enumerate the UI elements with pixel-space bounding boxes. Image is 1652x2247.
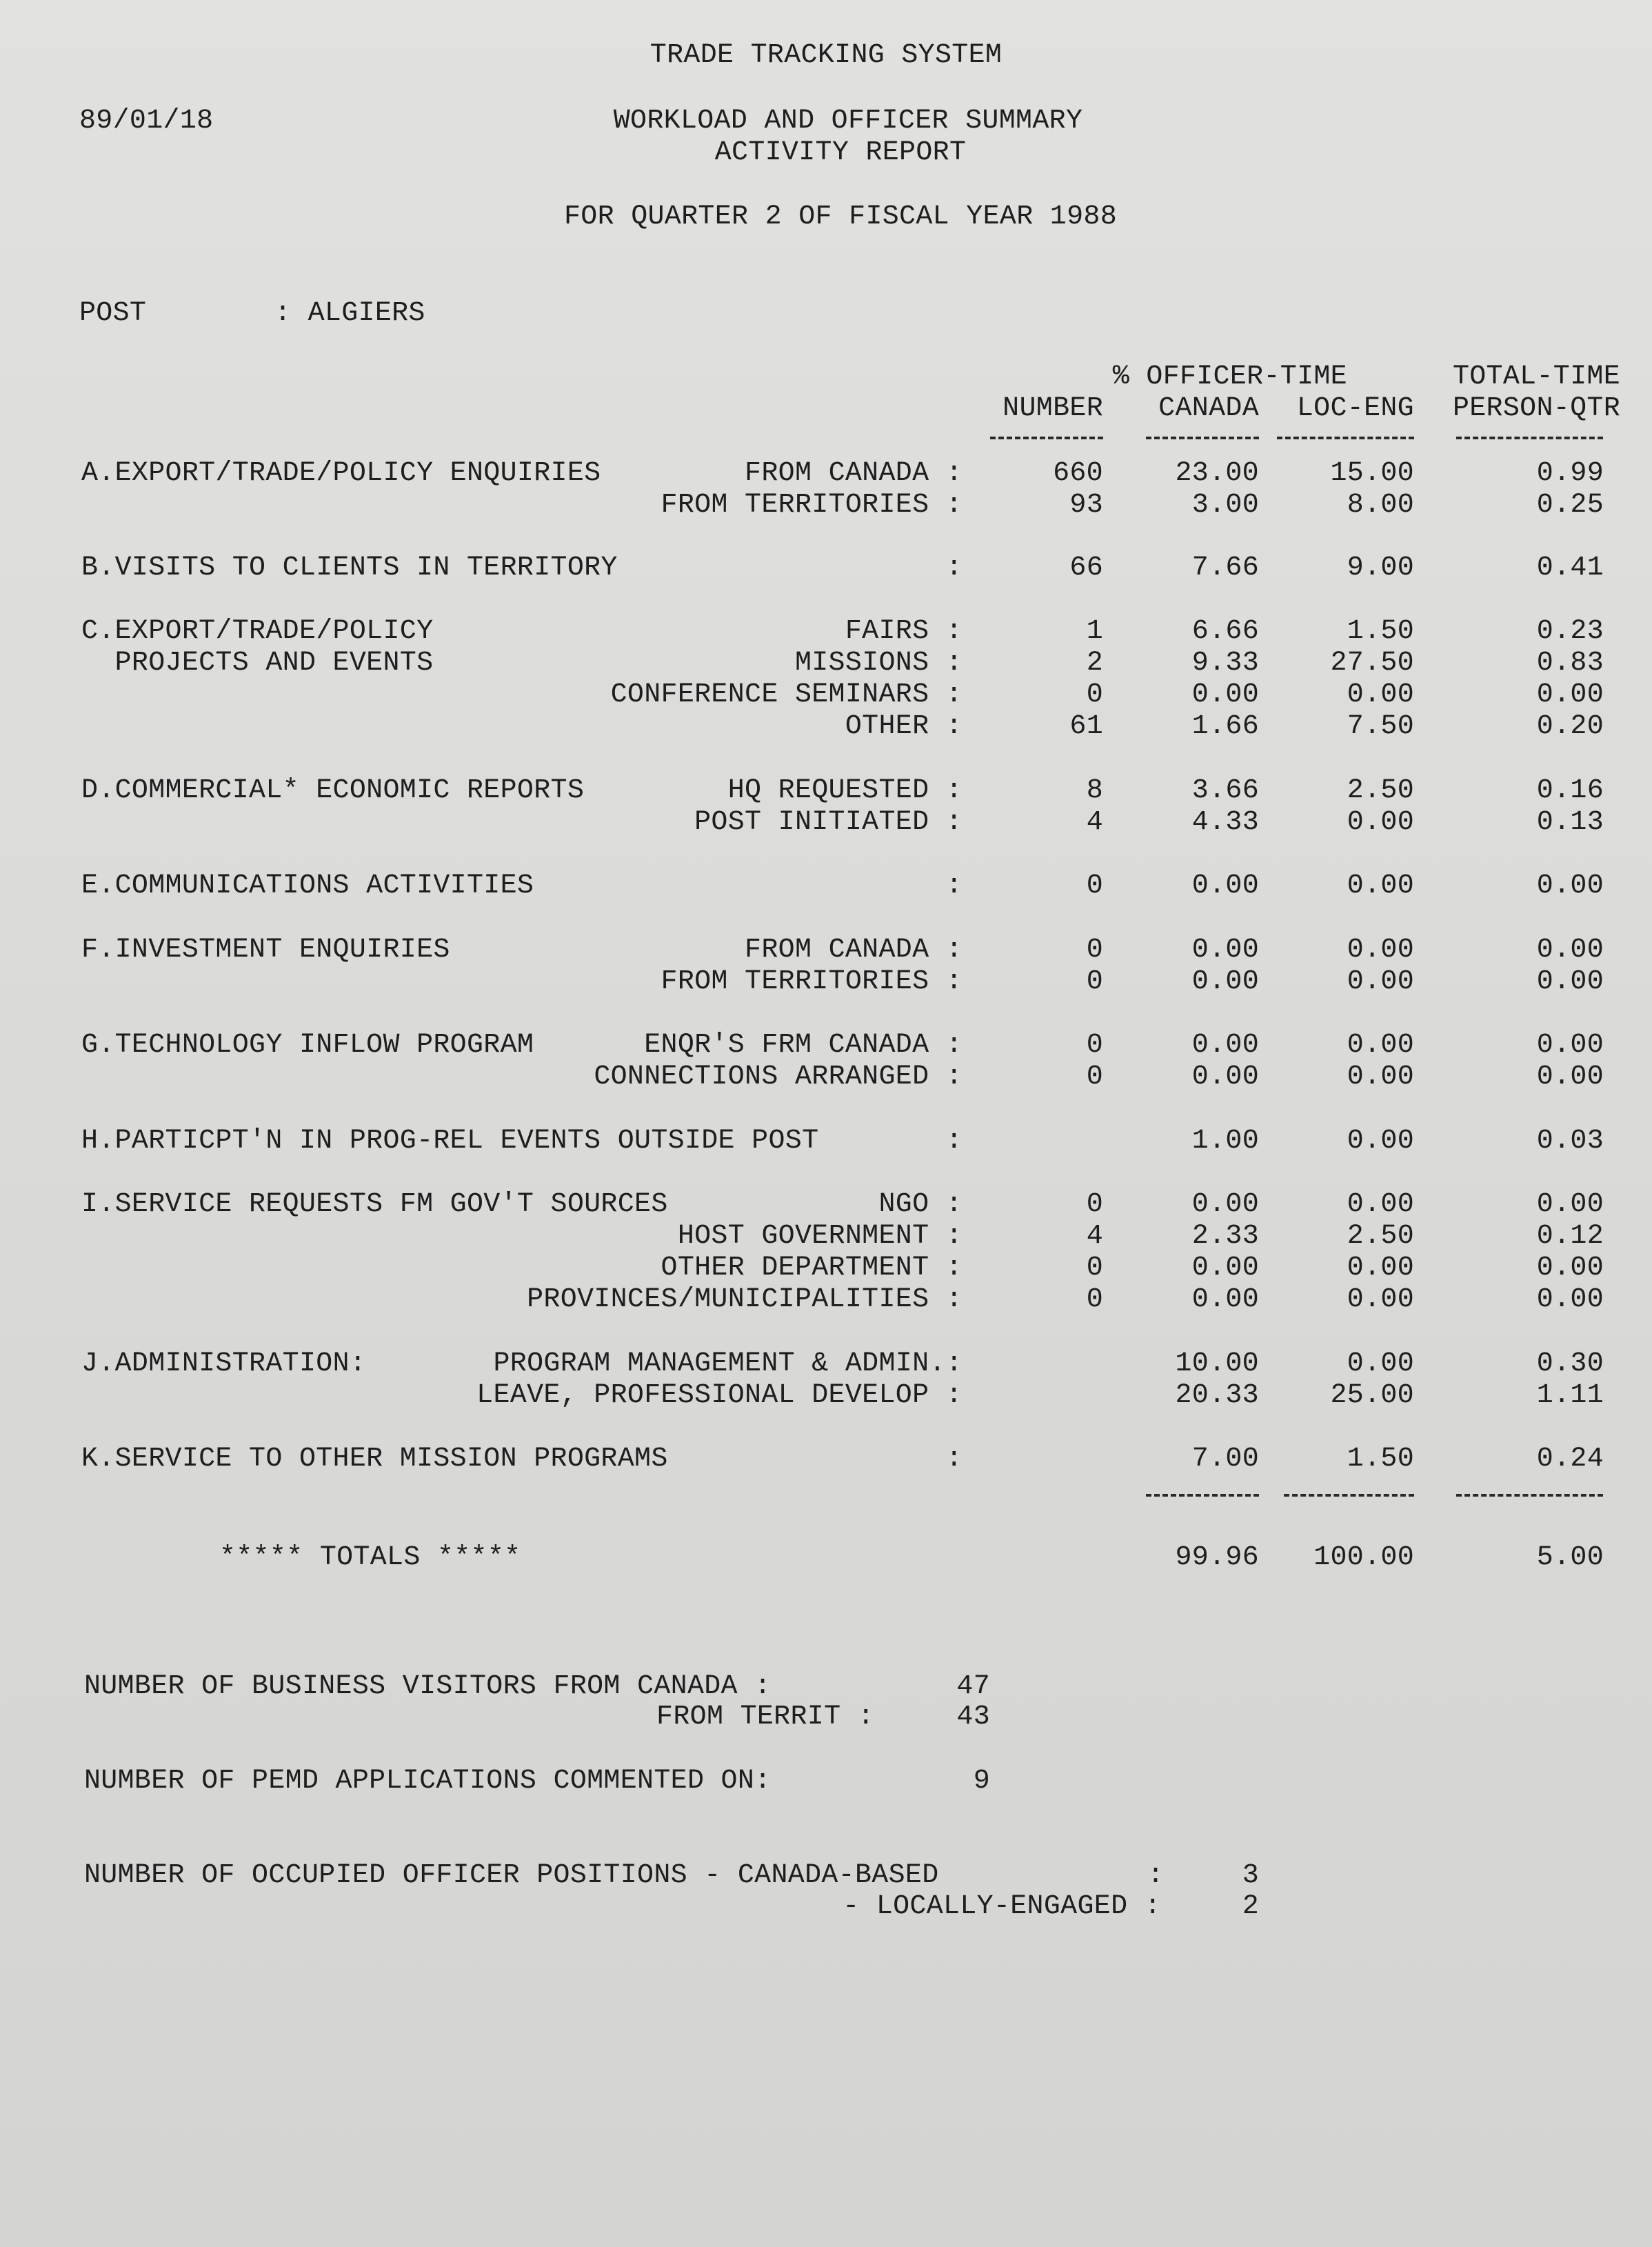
row-person-qtr: 0.12	[1536, 1221, 1604, 1252]
row-canada-pct: 0.00	[1191, 679, 1259, 710]
row-canada-pct: 0.00	[1191, 966, 1259, 997]
row-subcategory: NGO :	[878, 1189, 963, 1220]
visitors-canada-value: 47	[956, 1671, 990, 1702]
row-number: 2	[1086, 648, 1103, 679]
row-canada-pct: 2.33	[1191, 1221, 1259, 1252]
positions-canada-colon: :	[1147, 1860, 1165, 1891]
row-loceng-pct: 2.50	[1347, 775, 1414, 806]
row-subcategory: CONFERENCE SEMINARS :	[610, 679, 963, 710]
row-person-qtr: 0.00	[1536, 1061, 1604, 1092]
row-category: A.EXPORT/TRADE/POLICY ENQUIRIES	[81, 458, 601, 489]
row-category: D.COMMERCIAL* ECONOMIC REPORTS	[81, 775, 585, 806]
row-number: 8	[1086, 775, 1103, 806]
row-number: 1	[1086, 616, 1103, 647]
row-number: 0	[1086, 1061, 1103, 1092]
row-category: I.SERVICE REQUESTS FM GOV'T SOURCES	[81, 1189, 668, 1220]
row-number: 93	[1069, 490, 1103, 521]
row-loceng-pct: 0.00	[1347, 966, 1414, 997]
row-loceng-pct: 1.50	[1347, 1444, 1414, 1475]
row-number: 0	[1086, 1284, 1103, 1315]
totals-label: ***** TOTALS *****	[219, 1542, 521, 1573]
row-canada-pct: 9.33	[1191, 648, 1259, 679]
row-category: G.TECHNOLOGY INFLOW PROGRAM	[81, 1030, 534, 1061]
row-number: 0	[1086, 679, 1103, 710]
officer-time-header: % OFFICER-TIME	[1112, 361, 1347, 392]
positions-local-label: - LOCALLY-ENGAGED :	[843, 1891, 1161, 1922]
row-canada-pct: 0.00	[1191, 870, 1259, 901]
totals-canada: 99.96	[1175, 1542, 1259, 1573]
positions-local-value: 2	[1242, 1891, 1259, 1922]
row-canada-pct: 0.00	[1191, 1284, 1259, 1315]
row-loceng-pct: 27.50	[1330, 648, 1414, 679]
row-category: B.VISITS TO CLIENTS IN TERRITORY	[81, 552, 618, 583]
row-number: 0	[1086, 1252, 1103, 1284]
row-person-qtr: 0.00	[1536, 966, 1604, 997]
row-category: H.PARTICPT'N IN PROG-REL EVENTS OUTSIDE POST	[81, 1126, 819, 1157]
canada-underline	[1146, 437, 1259, 439]
row-subcategory: FROM TERRITORIES :	[661, 490, 963, 521]
system-title: TRADE TRACKING SYSTEM	[649, 40, 1003, 71]
row-person-qtr: 0.00	[1536, 679, 1604, 710]
row-subcategory: FAIRS :	[845, 616, 963, 647]
row-loceng-pct: 9.00	[1347, 552, 1414, 583]
post-label: POST	[79, 298, 147, 329]
row-loceng-pct: 8.00	[1347, 490, 1414, 521]
row-loceng-pct: 0.00	[1347, 1348, 1414, 1379]
row-person-qtr: 0.99	[1536, 458, 1604, 489]
row-number: 0	[1086, 1030, 1103, 1061]
row-number: 4	[1086, 1221, 1103, 1252]
row-person-qtr: 0.00	[1536, 935, 1604, 966]
loceng-header: LOC-ENG	[1296, 393, 1414, 424]
row-number: 0	[1086, 935, 1103, 966]
row-loceng-pct: 0.00	[1347, 807, 1414, 838]
row-loceng-pct: 0.00	[1347, 1252, 1414, 1284]
loceng-total-underline	[1284, 1494, 1414, 1497]
row-canada-pct: 10.00	[1175, 1348, 1259, 1379]
row-subcategory: OTHER DEPARTMENT :	[661, 1252, 963, 1284]
report-period: FOR QUARTER 2 OF FISCAL YEAR 1988	[563, 201, 1118, 232]
row-person-qtr: 0.41	[1536, 552, 1604, 583]
row-number: 660	[1053, 458, 1103, 489]
row-canada-pct: 1.00	[1191, 1126, 1259, 1157]
row-person-qtr: 0.24	[1536, 1444, 1604, 1475]
row-person-qtr: 0.00	[1536, 1030, 1604, 1061]
row-person-qtr: 0.25	[1536, 490, 1604, 521]
row-canada-pct: 4.33	[1191, 807, 1259, 838]
person-qtr-header: PERSON-QTR	[1452, 393, 1620, 424]
row-subcategory: HQ REQUESTED :	[727, 775, 963, 806]
row-canada-pct: 7.66	[1191, 552, 1259, 583]
row-subcategory: :	[945, 1444, 963, 1475]
visitors-label: NUMBER OF BUSINESS VISITORS FROM CANADA :	[84, 1671, 772, 1702]
row-subcategory: HOST GOVERNMENT :	[677, 1221, 963, 1252]
row-person-qtr: 0.16	[1536, 775, 1604, 806]
row-category: F.INVESTMENT ENQUIRIES	[81, 935, 450, 966]
row-canada-pct: 7.00	[1191, 1444, 1259, 1475]
row-loceng-pct: 0.00	[1347, 870, 1414, 901]
positions-label: NUMBER OF OCCUPIED OFFICER POSITIONS - CANADA-BASED	[84, 1860, 939, 1891]
row-category: E.COMMUNICATIONS ACTIVITIES	[81, 870, 534, 901]
row-loceng-pct: 0.00	[1347, 1189, 1414, 1220]
loceng-underline	[1277, 437, 1414, 439]
row-loceng-pct: 0.00	[1347, 1061, 1414, 1092]
row-person-qtr: 1.11	[1536, 1380, 1604, 1411]
row-person-qtr: 0.30	[1536, 1348, 1604, 1379]
total-time-header: TOTAL-TIME	[1452, 361, 1620, 392]
row-subcategory: FROM CANADA :	[745, 458, 963, 489]
row-canada-pct: 0.00	[1191, 1189, 1259, 1220]
positions-canada-value: 3	[1242, 1860, 1259, 1891]
row-canada-pct: 3.00	[1191, 490, 1259, 521]
visitors-territ-label: FROM TERRIT :	[656, 1701, 874, 1732]
row-canada-pct: 23.00	[1175, 458, 1259, 489]
row-canada-pct: 0.00	[1191, 1252, 1259, 1284]
post-value: : ALGIERS	[274, 298, 425, 329]
row-person-qtr: 0.00	[1536, 1284, 1604, 1315]
row-loceng-pct: 0.00	[1347, 1030, 1414, 1061]
row-subcategory: FROM TERRITORIES :	[661, 966, 963, 997]
report-subtitle: ACTIVITY REPORT	[714, 137, 967, 168]
row-loceng-pct: 15.00	[1330, 458, 1414, 489]
row-number: 61	[1069, 711, 1103, 742]
number-underline	[990, 437, 1103, 439]
row-canada-pct: 6.66	[1191, 616, 1259, 647]
row-canada-pct: 3.66	[1191, 775, 1259, 806]
row-person-qtr: 0.00	[1536, 1252, 1604, 1284]
row-person-qtr: 0.00	[1536, 870, 1604, 901]
row-subcategory: PROVINCES/MUNICIPALITIES :	[527, 1284, 963, 1315]
row-loceng-pct: 0.00	[1347, 935, 1414, 966]
report-date: 89/01/18	[79, 106, 214, 137]
person-qtr-total-underline	[1456, 1494, 1603, 1497]
row-number: 0	[1086, 870, 1103, 901]
row-subcategory: CONNECTIONS ARRANGED :	[594, 1061, 963, 1092]
person-qtr-underline	[1456, 437, 1603, 439]
row-number: 0	[1086, 966, 1103, 997]
row-loceng-pct: 25.00	[1330, 1380, 1414, 1411]
row-person-qtr: 0.00	[1536, 1189, 1604, 1220]
row-subcategory: :	[945, 1126, 963, 1157]
number-header: NUMBER	[1003, 393, 1103, 424]
row-canada-pct: 20.33	[1175, 1380, 1259, 1411]
row-number: 66	[1069, 552, 1103, 583]
row-loceng-pct: 7.50	[1347, 711, 1414, 742]
row-canada-pct: 0.00	[1191, 935, 1259, 966]
row-number: 0	[1086, 1189, 1103, 1220]
pemd-value: 9	[973, 1766, 990, 1797]
row-loceng-pct: 2.50	[1347, 1221, 1414, 1252]
row-number: 4	[1086, 807, 1103, 838]
visitors-territ-value: 43	[956, 1701, 990, 1732]
pemd-label: NUMBER OF PEMD APPLICATIONS COMMENTED ON:	[84, 1766, 772, 1797]
row-subcategory: FROM CANADA :	[745, 935, 963, 966]
row-person-qtr: 0.23	[1536, 616, 1604, 647]
row-loceng-pct: 0.00	[1347, 679, 1414, 710]
row-canada-pct: 0.00	[1191, 1030, 1259, 1061]
row-subcategory: MISSIONS :	[794, 648, 963, 679]
row-person-qtr: 0.03	[1536, 1126, 1604, 1157]
report-title: WORKLOAD AND OFFICER SUMMARY	[613, 106, 1083, 137]
row-person-qtr: 0.83	[1536, 648, 1604, 679]
row-category: PROJECTS AND EVENTS	[81, 648, 434, 679]
row-category: K.SERVICE TO OTHER MISSION PROGRAMS	[81, 1444, 668, 1475]
row-person-qtr: 0.13	[1536, 807, 1604, 838]
row-category: C.EXPORT/TRADE/POLICY	[81, 616, 434, 647]
canada-total-underline	[1146, 1494, 1259, 1497]
row-category: J.ADMINISTRATION:	[81, 1348, 367, 1379]
row-subcategory: :	[945, 870, 963, 901]
row-subcategory: OTHER :	[845, 711, 963, 742]
row-loceng-pct: 0.00	[1347, 1126, 1414, 1157]
row-loceng-pct: 0.00	[1347, 1284, 1414, 1315]
row-subcategory: :	[945, 552, 963, 583]
row-subcategory: LEAVE, PROFESSIONAL DEVELOP :	[476, 1380, 963, 1411]
totals-loceng: 100.00	[1313, 1542, 1414, 1573]
row-subcategory: PROGRAM MANAGEMENT & ADMIN.:	[493, 1348, 963, 1379]
totals-person-qtr: 5.00	[1536, 1542, 1604, 1573]
row-canada-pct: 1.66	[1191, 711, 1259, 742]
row-canada-pct: 0.00	[1191, 1061, 1259, 1092]
row-subcategory: POST INITIATED :	[694, 807, 963, 838]
row-loceng-pct: 1.50	[1347, 616, 1414, 647]
row-subcategory: ENQR'S FRM CANADA :	[644, 1030, 963, 1061]
canada-header: CANADA	[1158, 393, 1259, 424]
row-person-qtr: 0.20	[1536, 711, 1604, 742]
